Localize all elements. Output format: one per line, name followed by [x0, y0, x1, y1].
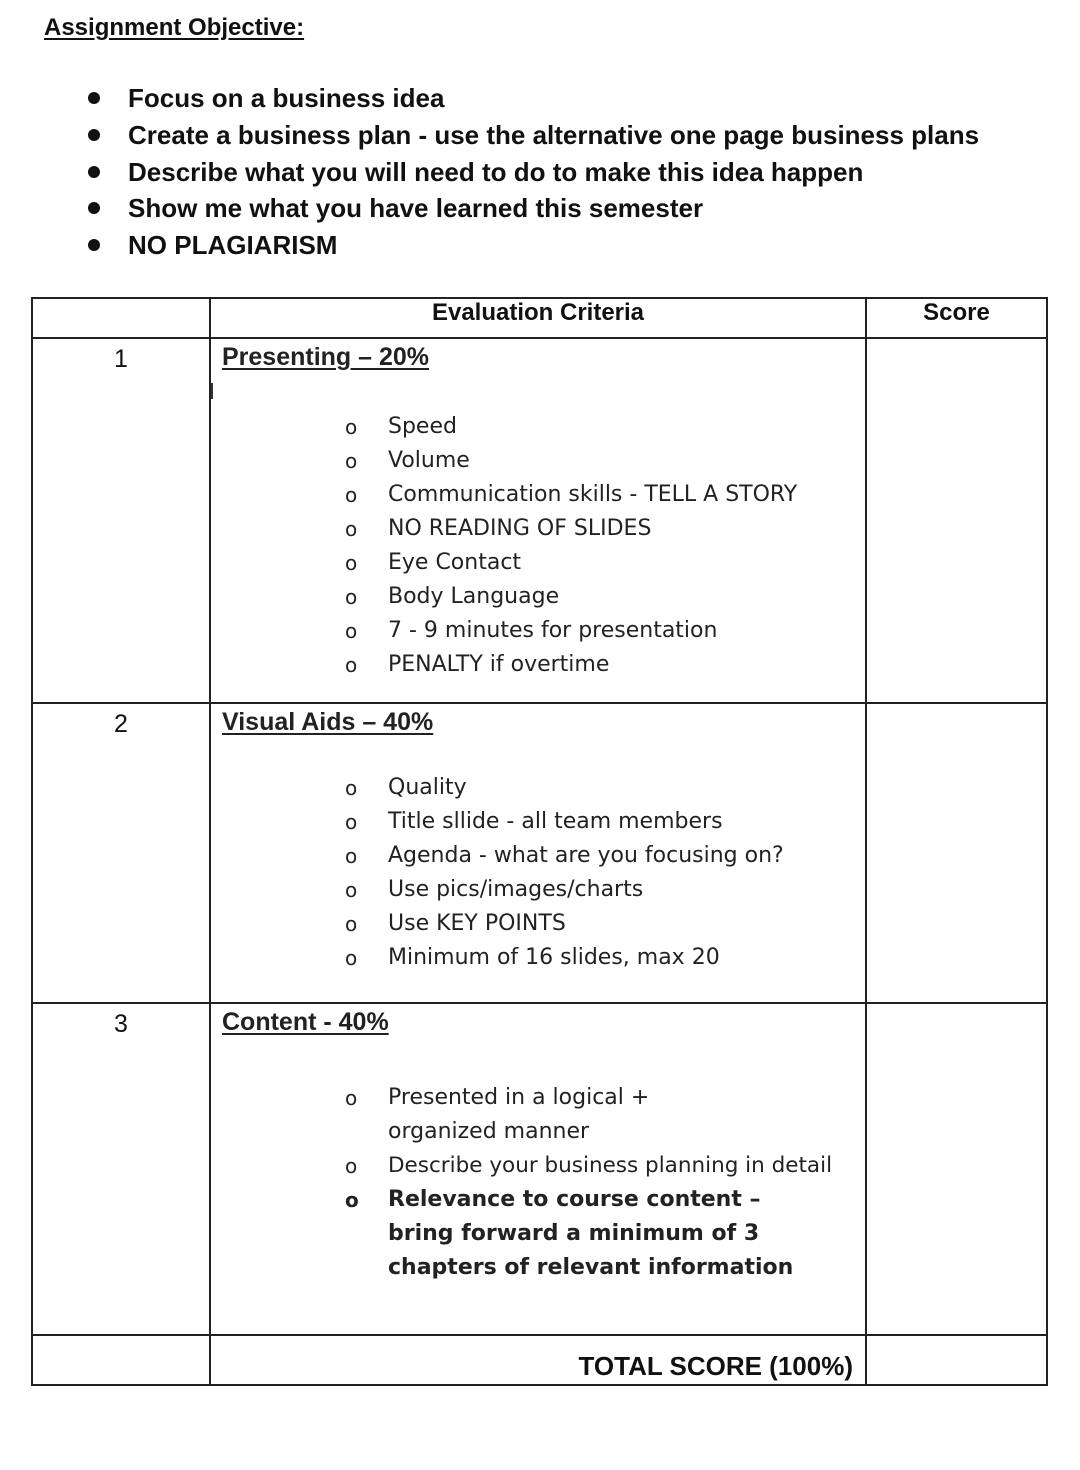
list-item: o Volume: [211, 444, 865, 478]
circle-bullet-icon: o: [345, 585, 358, 609]
bullet-dot-icon: [88, 129, 100, 141]
row-number: 1: [32, 338, 210, 703]
header-number-cell: [32, 298, 210, 338]
circle-bullet-icon: o: [345, 653, 358, 677]
criteria-cell: [210, 338, 866, 703]
circle-bullet-icon: o: [345, 810, 358, 834]
circle-bullet-icon: o: [345, 912, 358, 936]
header-criteria: Evaluation Criteria: [210, 298, 866, 338]
table-row: [32, 1003, 1047, 1335]
evaluation-table: [31, 297, 1048, 1386]
list-item: o Eye Contact: [211, 546, 865, 580]
score-cell: [866, 703, 1047, 1003]
score-cell: [866, 1003, 1047, 1335]
circle-bullet-icon: o: [345, 946, 358, 970]
criteria-list: [211, 410, 865, 682]
list-item: o Presented in a logical + organized manner: [211, 1081, 748, 1149]
objective-item: NO PLAGIARISM: [0, 227, 979, 264]
score-cell: [866, 338, 1047, 703]
objective-list: [0, 80, 979, 264]
list-item: o Use KEY POINTS: [211, 907, 865, 941]
circle-bullet-icon: o: [345, 517, 358, 541]
bullet-dot-icon: [88, 202, 100, 214]
section-title: Visual Aids – 40%: [222, 708, 434, 736]
cursor-mark: [211, 383, 213, 399]
objective-item: Focus on a business idea: [0, 80, 979, 117]
list-item: o Speed: [211, 410, 865, 444]
list-item: o Describe your business planning in detail: [211, 1149, 701, 1183]
list-item: o Agenda - what are you focusing on?: [211, 839, 865, 873]
criteria-cell: [210, 703, 866, 1003]
list-item: o Quality: [211, 771, 865, 805]
table-row: [32, 338, 1047, 703]
list-item: o PENALTY if overtime: [211, 648, 865, 682]
circle-bullet-icon: o: [345, 1086, 358, 1110]
bullet-dot-icon: [88, 166, 100, 178]
total-number-cell: [32, 1335, 210, 1385]
criteria-list: [211, 771, 865, 975]
objective-item: Create a business plan - use the alternative one page business plans: [0, 117, 979, 154]
circle-bullet-icon: o: [345, 844, 358, 868]
list-item: o Minimum of 16 slides, max 20: [211, 941, 865, 975]
section-title: Content - 40%: [222, 1008, 389, 1036]
row-number: 3: [32, 1003, 210, 1335]
criteria-cell: [210, 1003, 866, 1335]
circle-bullet-icon: o: [345, 483, 358, 507]
list-item: o NO READING OF SLIDES: [211, 512, 865, 546]
header-score: Score: [866, 298, 1047, 338]
objective-item: Show me what you have learned this semester: [0, 190, 979, 227]
section-title: Presenting – 20%: [222, 343, 430, 371]
list-item: o Relevance to course content – bring forward a minimum of 3 chapters of relevant information: [211, 1183, 808, 1285]
objective-item: Describe what you will need to do to make this idea happen: [0, 154, 979, 191]
bullet-dot-icon: [88, 239, 100, 251]
list-item: o Use pics/images/charts: [211, 873, 865, 907]
circle-bullet-icon: o: [345, 1154, 358, 1178]
total-score-cell: [866, 1335, 1047, 1385]
circle-bullet-icon: o: [345, 551, 358, 575]
circle-bullet-icon: o: [345, 619, 358, 643]
bullet-dot-icon: [88, 92, 100, 104]
circle-bullet-icon: o: [345, 415, 358, 439]
circle-bullet-icon: o: [345, 1188, 359, 1212]
circle-bullet-icon: o: [345, 878, 358, 902]
total-score-label: TOTAL SCORE (100%): [210, 1335, 866, 1385]
circle-bullet-icon: o: [345, 449, 358, 473]
table-header-row: [32, 298, 1047, 338]
list-item: o Title sllide - all team members: [211, 805, 865, 839]
list-item: o Body Language: [211, 580, 865, 614]
table-row: [32, 703, 1047, 1003]
total-row: [32, 1335, 1047, 1385]
row-number: 2: [32, 703, 210, 1003]
circle-bullet-icon: o: [345, 776, 358, 800]
assignment-objective-heading: Assignment Objective:: [44, 14, 305, 41]
list-item: o 7 - 9 minutes for presentation: [211, 614, 865, 648]
list-item: o Communication skills - TELL A STORY: [211, 478, 865, 512]
criteria-list: [211, 1081, 833, 1285]
